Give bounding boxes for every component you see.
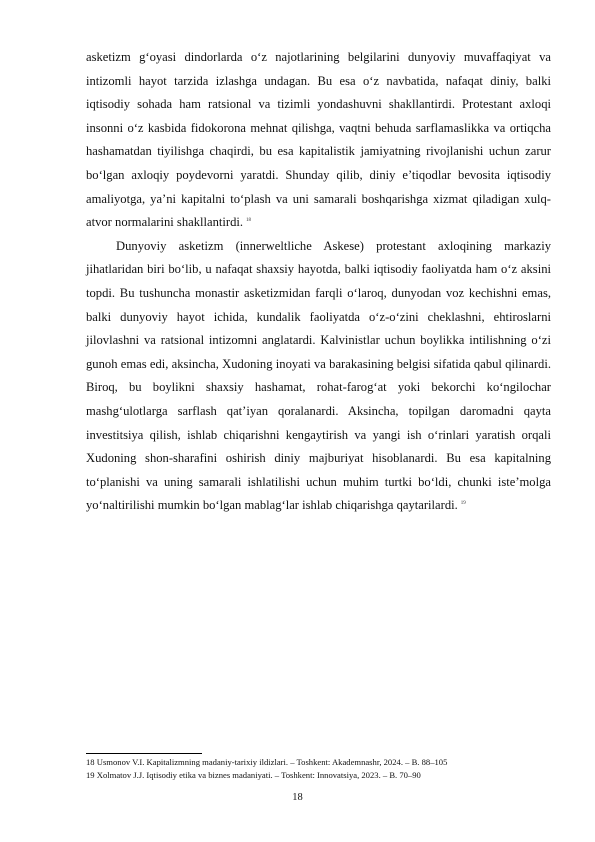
paragraph-1-text: asketizm g‘oyasi dindorlarda o‘z najotlarining belgilarini dunyoviy muvaffaqiyat va intizomli hayot tarzida izlashga undagan. Bu esa o‘z navbatida, nafaqat diniy, balki iqtisodiy sohada ham ratsional va tizimli yondashuvni shakllantirdi. Protestant axloqi insonni o‘z kasbida fidokorona mehnat qilishga, vaqtni behuda sarflamaslikka va ortiqcha hashamatdan tiyilishga chaqirdi, bu esa kapitalistik jamiyatning rivojlanishi uchun zarur bo‘lgan axloqiy poydevorni yaratdi. Shunday qilib, diniy e’tiqodlar bevosita iqtisodiy amaliyotga, ya’ni kapitalni to‘plash va uni samarali boshqarishga xizmat qiladigan xulq-atvor normalarini shakllantirdi. <box>86 50 551 230</box>
footnote-19: 19 Xolmatov J.J. Iqtisodiy etika va biznes madaniyati. – Toshkent: Innovatsiya, 2023. – B. 70–90 <box>86 769 421 780</box>
footnote-18: 18 Usmonov V.I. Kapitalizmning madaniy-tarixiy ildizlari. – Toshkent: Akademnashr, 2024. – B. 88–105 <box>86 757 448 767</box>
footnotes <box>86 756 556 781</box>
paragraph-1 <box>86 46 551 235</box>
paragraph-2-text: Dunyoviy asketizm (innerweltliche Askese) protestant axloqining markaziy jihatlaridan biri bo‘lib, u nafaqat shaxsiy hayotda, balki iqtisodiy faoliyatda ham o‘z aksini topdi. Bu tushuncha monastir asketizmidan farqli o‘laroq, dunyodan voz kechishni emas, balki dunyoviy hayot ichida, kundalik faoliyatda o‘z-o‘zini cheklashni, ehtiroslarni jilovlashni va ratsional intizomni anglatardi. Kalvinistlar uchun boylikka intilishning o‘zi gunoh emas edi, aksincha, Xudoning inoyati va barakasining belgisi sifatida qabul qilinardi. Biroq, bu boylikni shaxsiy hashamat, rohat-farog‘at yoki bekorchi ko‘ngilochar mashg‘ulotlarga sarflash qat’iyan qoralanardi. Aksincha, topilgan daromadni qayta investitsiya qilish, ishlab chiqarishni kengaytirish va yangi ish o‘rinlari yaratish orqali Xudoning shon-sharafini oshirish diniy majburiyat hisoblanardi. Bu esa kapitalning to‘planishi va uning samarali ishlatilishi uchun muhim turtki bo‘ldi, chunki iste’molga yo‘naltirilishi mumkin bo‘lgan mablag‘lar ishlab chiqarishga qaytarilardi. <box>86 238 551 513</box>
footnote-ref-19[interactable]: 19 <box>460 501 466 507</box>
footnote-ref-18[interactable]: 18 <box>246 217 252 223</box>
footnote-divider <box>86 753 202 754</box>
paragraph-2 <box>86 235 551 518</box>
body-text <box>86 46 551 518</box>
page-number: 18 <box>292 792 303 803</box>
